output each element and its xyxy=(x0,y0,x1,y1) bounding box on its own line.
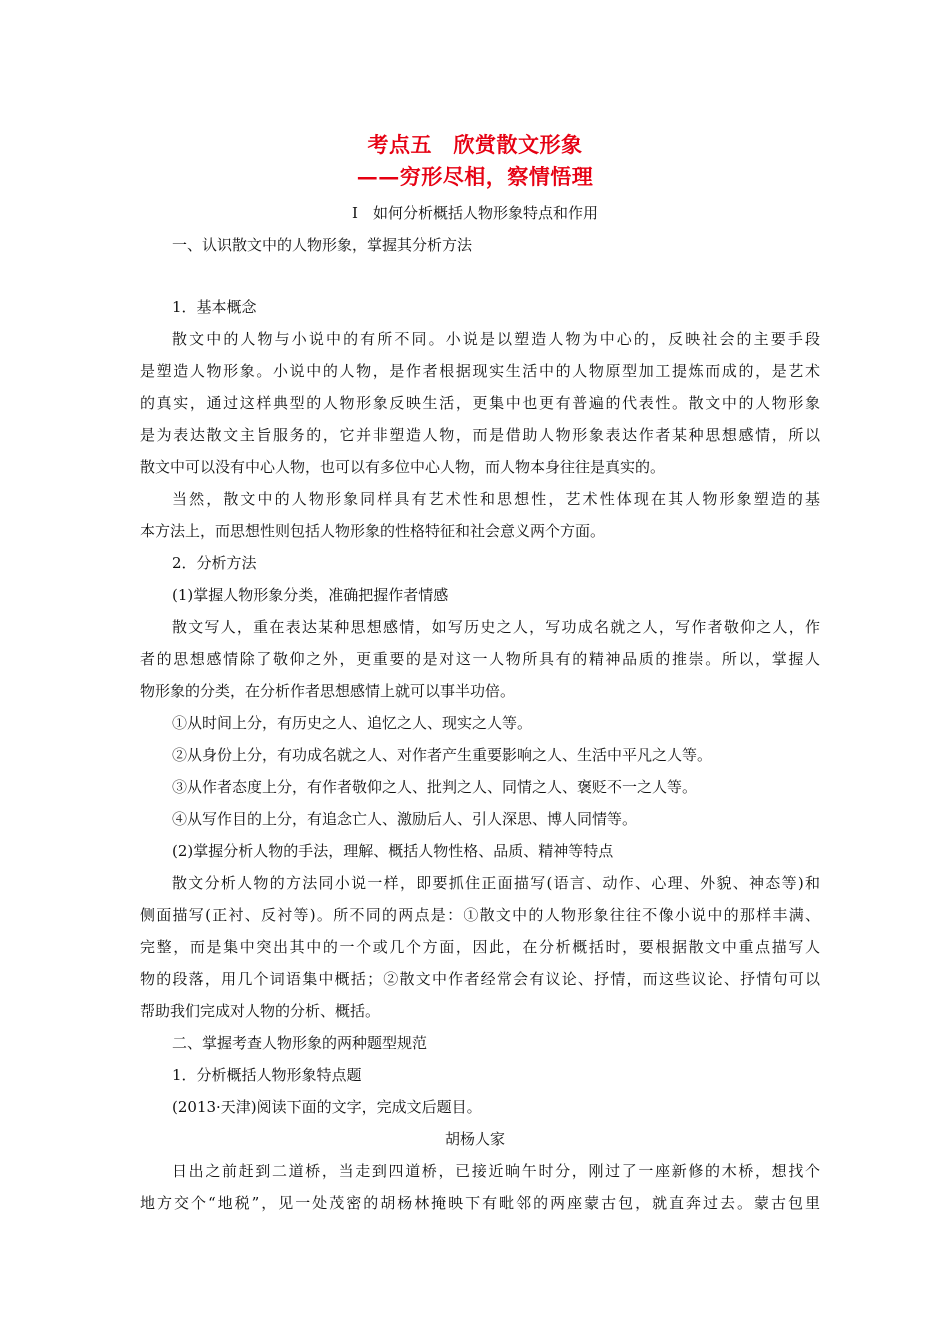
paragraph-line: 散文中的人物与小说中的有所不同。小说是以塑造人物为中心的，反映社会的主要手段 xyxy=(172,330,820,348)
paragraph-line: 物的段落，用几个词语集中概括；②散文中作者经常会有议论、抒情，而这些议论、抒情句可以 xyxy=(140,970,820,988)
paragraph-line: 地方交个“地税”，见一处茂密的胡杨林掩映下有毗邻的两座蒙古包，就直奔过去。蒙古包里 xyxy=(140,1194,820,1212)
article-title: 胡杨人家 xyxy=(444,1130,505,1148)
category-item: ①从时间上分，有历史之人、追忆之人、现实之人等。 xyxy=(172,714,533,732)
basic-concept-heading: 1．基本概念 xyxy=(172,298,257,316)
paragraph-line: 日出之前赶到二道桥，当走到四道桥，已接近晌午时分，刚过了一座新修的木桥，想找个 xyxy=(172,1162,820,1180)
paragraph-line: 帮助我们完成对人物的分析、概括。 xyxy=(140,1002,381,1020)
method1-heading: (1)掌握人物形象分类，准确把握作者情感 xyxy=(172,586,449,604)
category-item: ②从身份上分，有功成名就之人、对作者产生重要影响之人、生活中平凡之人等。 xyxy=(172,746,713,764)
document-subtitle: ——穷形尽相，察情悟理 xyxy=(356,164,594,189)
part2-heading: 二、掌握考查人物形象的两种题型规范 xyxy=(172,1034,428,1052)
paragraph-line: 本方法上，而思想性则包括人物形象的性格特征和社会意义两个方面。 xyxy=(140,522,606,540)
question1-heading: 1．分析概括人物形象特点题 xyxy=(172,1066,362,1084)
paragraph-line: 散文中可以没有中心人物，也可以有多位中心人物，而人物本身往往是真实的。 xyxy=(140,458,666,476)
category-item: ③从作者态度上分，有作者敬仰之人、批判之人、同情之人、褒贬不一之人等。 xyxy=(172,778,698,796)
paragraph-line: 是塑造人物形象。小说中的人物，是作者根据现实生活中的人物原型加工提炼而成的，是艺术 xyxy=(140,362,820,380)
paragraph-line: 散文分析人物的方法同小说一样，即要抓住正面描写(语言、动作、心理、外貌、神态等)和 xyxy=(172,874,820,892)
document-title: 考点五 欣赏散文形象 xyxy=(367,132,583,157)
paragraph-line: 散文写人，重在表达某种思想感情，如写历史之人，写功成名就之人，写作者敬仰之人，作 xyxy=(172,618,820,636)
question1-intro: (2013·天津)阅读下面的文字，完成文后题目。 xyxy=(172,1098,482,1116)
paragraph-line: 侧面描写(正衬、反衬等)。所不同的两点是：①散文中的人物形象往往不像小说中的那样丰满、 xyxy=(140,906,820,924)
paragraph-line: 的真实，通过这样典型的人物形象反映生活，更集中也更有普遍的代表性。散文中的人物形象 xyxy=(140,394,820,412)
category-item: ④从写作目的上分，有追念亡人、激励后人、引人深思、博人同情等。 xyxy=(172,810,638,828)
paragraph-line: 完整，而是集中突出其中的一个或几个方面，因此，在分析概括时，要根据散文中重点描写人 xyxy=(140,938,820,956)
part1-heading: 一、认识散文中的人物形象，掌握其分析方法 xyxy=(172,236,473,254)
paragraph-line: 者的思想感情除了敬仰之外，更重要的是对这一人物所具有的精神品质的推崇。所以，掌握人 xyxy=(140,650,820,668)
method2-heading: (2)掌握分析人物的手法，理解、概括人物性格、品质、精神等特点 xyxy=(172,842,614,860)
paragraph-line: 物形象的分类，在分析作者思想感情上就可以事半功倍。 xyxy=(140,682,516,700)
paragraph-line: 是为表达散文主旨服务的，它并非塑造人物，而是借助人物形象表达作者某种思想感情，所以 xyxy=(140,426,820,444)
section-heading: Ⅰ 如何分析概括人物形象特点和作用 xyxy=(352,204,598,222)
method-heading: 2．分析方法 xyxy=(172,554,257,572)
paragraph-line: 当然，散文中的人物形象同样具有艺术性和思想性，艺术性体现在其人物形象塑造的基 xyxy=(172,490,820,508)
